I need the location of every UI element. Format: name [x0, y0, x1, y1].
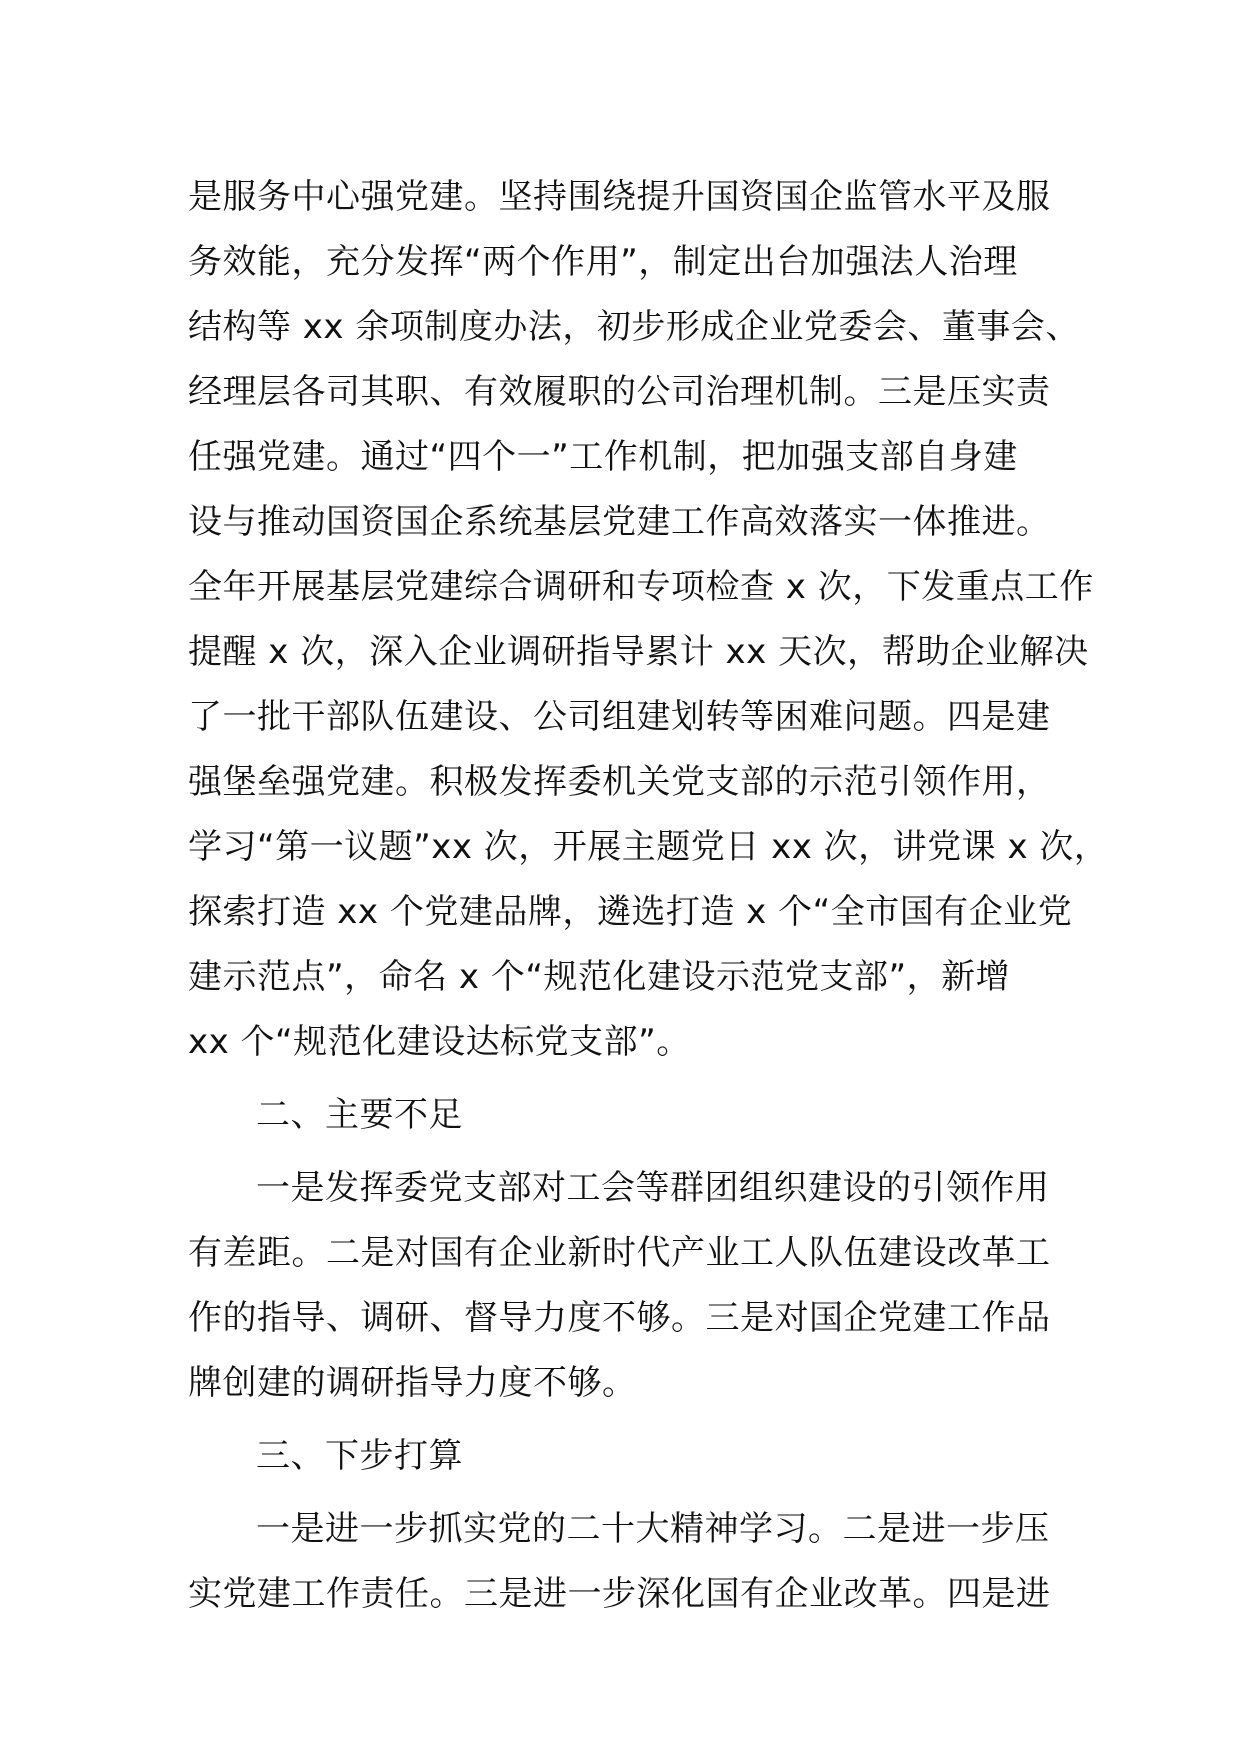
text-line: 学习“第一议题”xx 次，开展主题党日 xx 次，讲党课 x 次，: [188, 827, 1109, 867]
text-line: 建示范点”，命名 x 个“规范化建设示范党支部”，新增: [188, 957, 1011, 997]
section-heading-shortcomings: 二、主要不足: [256, 1095, 463, 1135]
text-line: 强堡垒强党建。积极发挥委机关党支部的示范引领作用，: [188, 762, 1051, 802]
text-line: 牌创建的调研指导力度不够。: [188, 1363, 637, 1403]
text-line: 一是发挥委党支部对工会等群团组织建设的引领作用: [256, 1168, 1050, 1208]
paragraph-next-steps: [188, 1497, 1068, 1627]
text-line: 提醒 x 次，深入企业调研指导累计 xx 天次，帮助企业解决: [188, 632, 1089, 672]
text-line: 实党建工作责任。三是进一步深化国有企业改革。四是进: [188, 1574, 1051, 1614]
text-line: 设与推动国资国企系统基层党建工作高效落实一体推进。: [188, 502, 1051, 542]
text-line: 了一批干部队伍建设、公司组建划转等困难问题。四是建: [188, 697, 1051, 737]
text-line: 是服务中心强党建。坚持围绕提升国资国企监管水平及服: [188, 177, 1051, 217]
paragraph-shortcomings: [188, 1156, 1068, 1416]
text-line: 有差距。二是对国有企业新时代产业工人队伍建设改革工: [188, 1233, 1051, 1273]
text-line: 作的指导、调研、督导力度不够。三是对国企党建工作品: [188, 1298, 1051, 1338]
text-line: 探索打造 xx 个党建品牌，遴选打造 x 个“全市国有企业党: [188, 892, 1073, 932]
text-line: 一是进一步抓实党的二十大精神学习。二是进一步压: [256, 1509, 1050, 1549]
text-line: 全年开展基层党建综合调研和专项检查 x 次，下发重点工作: [188, 567, 1094, 607]
text-line: 务效能，充分发挥“两个作用”，制定出台加强法人治理: [188, 242, 1018, 282]
text-line: 经理层各司其职、有效履职的公司治理机制。三是压实责: [188, 372, 1051, 412]
text-line: xx 个“规范化建设达标党支部”。: [188, 1022, 691, 1062]
section-heading-next-steps: 三、下步打算: [256, 1436, 463, 1476]
document-body: [188, 165, 1109, 1627]
text-line: 任强党建。通过“四个一”工作机制，把加强支部自身建: [188, 437, 1018, 477]
paragraph-achievements: [188, 165, 1109, 1075]
text-line: 结构等 xx 余项制度办法，初步形成企业党委会、董事会、: [188, 307, 1080, 347]
